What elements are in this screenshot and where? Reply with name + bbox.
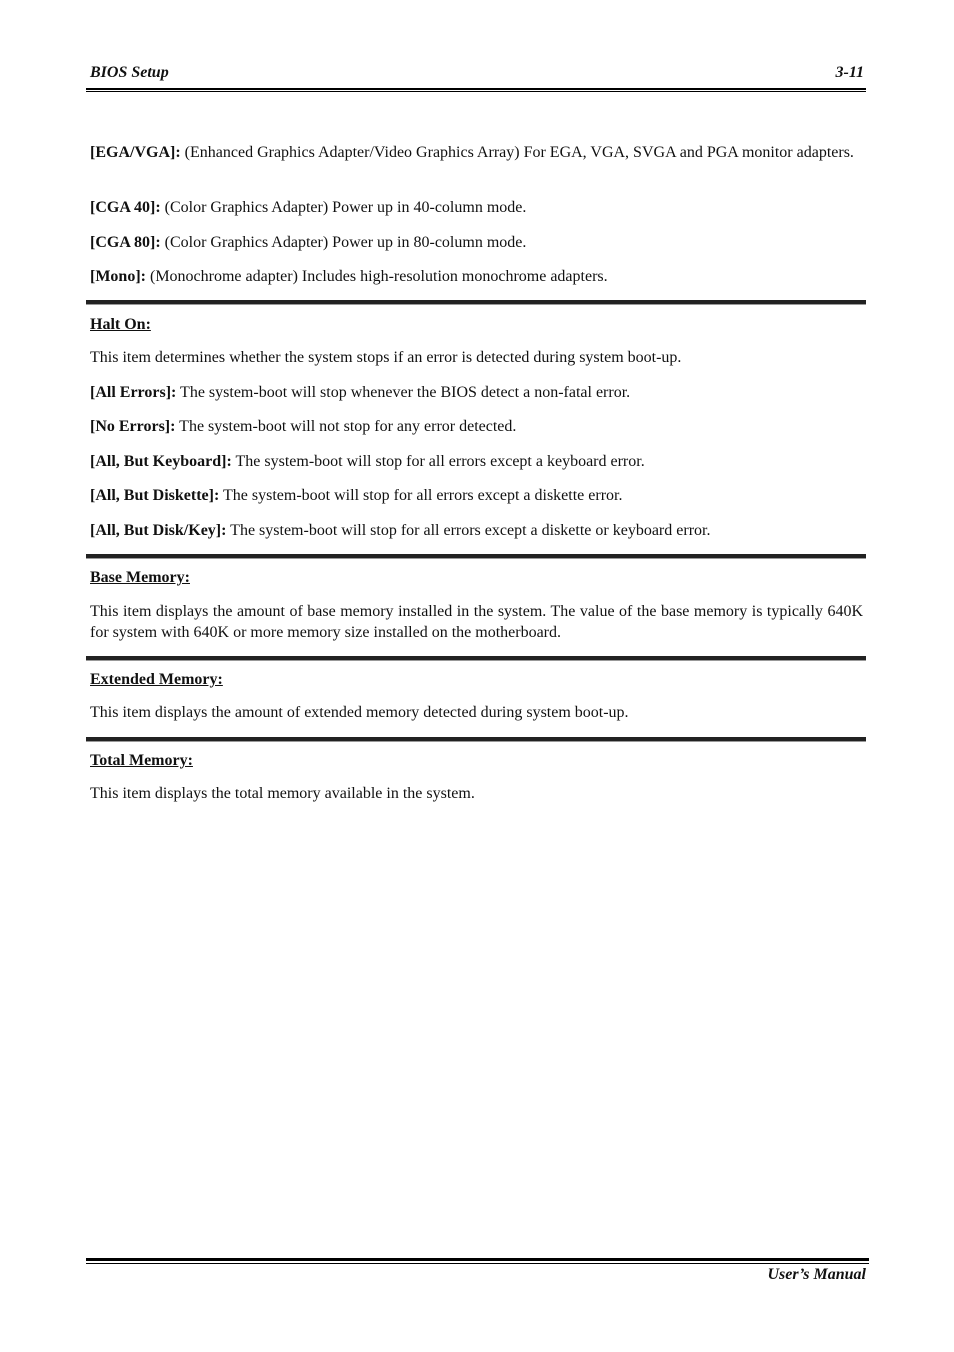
page-header (90, 64, 864, 86)
base-memory-heading: Base Memory: (90, 569, 190, 586)
header-section-title: BIOS Setup (90, 64, 169, 81)
option-label: [No Errors]: (90, 418, 176, 435)
option-label: [All, But Disk/Key]: (90, 522, 227, 539)
option-mono (90, 266, 863, 287)
option-no-errors (90, 416, 863, 437)
option-all-but-disk-key (90, 520, 863, 541)
option-label: [All Errors]: (90, 384, 177, 401)
option-cga-40 (90, 197, 863, 218)
option-label: [CGA 80]: (90, 234, 161, 251)
option-description: The system-boot will stop for all errors except a diskette or keyboard error. (226, 522, 711, 539)
total-memory-heading: Total Memory: (90, 752, 193, 769)
footer-rule-thin (86, 1263, 869, 1264)
header-rule-thin (86, 91, 866, 92)
option-label: [All, But Diskette]: (90, 487, 220, 504)
extended-memory-description: This item displays the amount of extended memory detected during system boot-up. (90, 704, 629, 721)
option-all-but-diskette (90, 485, 863, 506)
option-description: The system-boot will not stop for any error detected. (175, 418, 517, 435)
option-description: The system-boot will stop whenever the BIOS detect a non-fatal error. (176, 384, 631, 401)
option-description: (Color Graphics Adapter) Power up in 80-column mode. (160, 234, 527, 251)
footer-rule (86, 1258, 869, 1261)
option-all-errors (90, 382, 863, 403)
option-label: [CGA 40]: (90, 199, 161, 216)
halt-on-intro: This item determines whether the system stops if an error is detected during system boot-up. (90, 349, 682, 366)
option-label: [All, But Keyboard]: (90, 453, 232, 470)
option-description: The system-boot will stop for all errors except a keyboard error. (231, 453, 645, 470)
option-label: [Mono]: (90, 268, 146, 285)
option-all-but-keyboard (90, 451, 863, 472)
option-description: The system-boot will stop for all errors except a diskette error. (219, 487, 623, 504)
extended-memory-heading: Extended Memory: (90, 671, 223, 688)
halt-on-heading: Halt On: (90, 316, 151, 333)
option-cga-80 (90, 232, 863, 253)
section-divider (86, 737, 866, 742)
section-divider (86, 656, 866, 661)
section-divider (86, 554, 866, 559)
option-ega-vga (90, 142, 863, 163)
option-label: [EGA/VGA]: (90, 144, 181, 161)
option-description: (Monochrome adapter) Includes high-resolution monochrome adapters. (145, 268, 608, 285)
header-rule (86, 88, 866, 90)
option-description: (Color Graphics Adapter) Power up in 40-column mode. (160, 199, 527, 216)
option-description: (Enhanced Graphics Adapter/Video Graphics Array) For EGA, VGA, SVGA and PGA monitor adapters. (180, 144, 854, 161)
footer-manual-title: User’s Manual (767, 1266, 866, 1283)
total-memory-description: This item displays the total memory available in the system. (90, 785, 475, 802)
base-memory-description: This item displays the amount of base memory installed in the system. The value of the base memory is typically 640K for system with 640K or more memory size installed on the motherboard. (90, 603, 863, 641)
header-page-number: 3-11 (835, 64, 864, 81)
section-divider (86, 300, 866, 305)
